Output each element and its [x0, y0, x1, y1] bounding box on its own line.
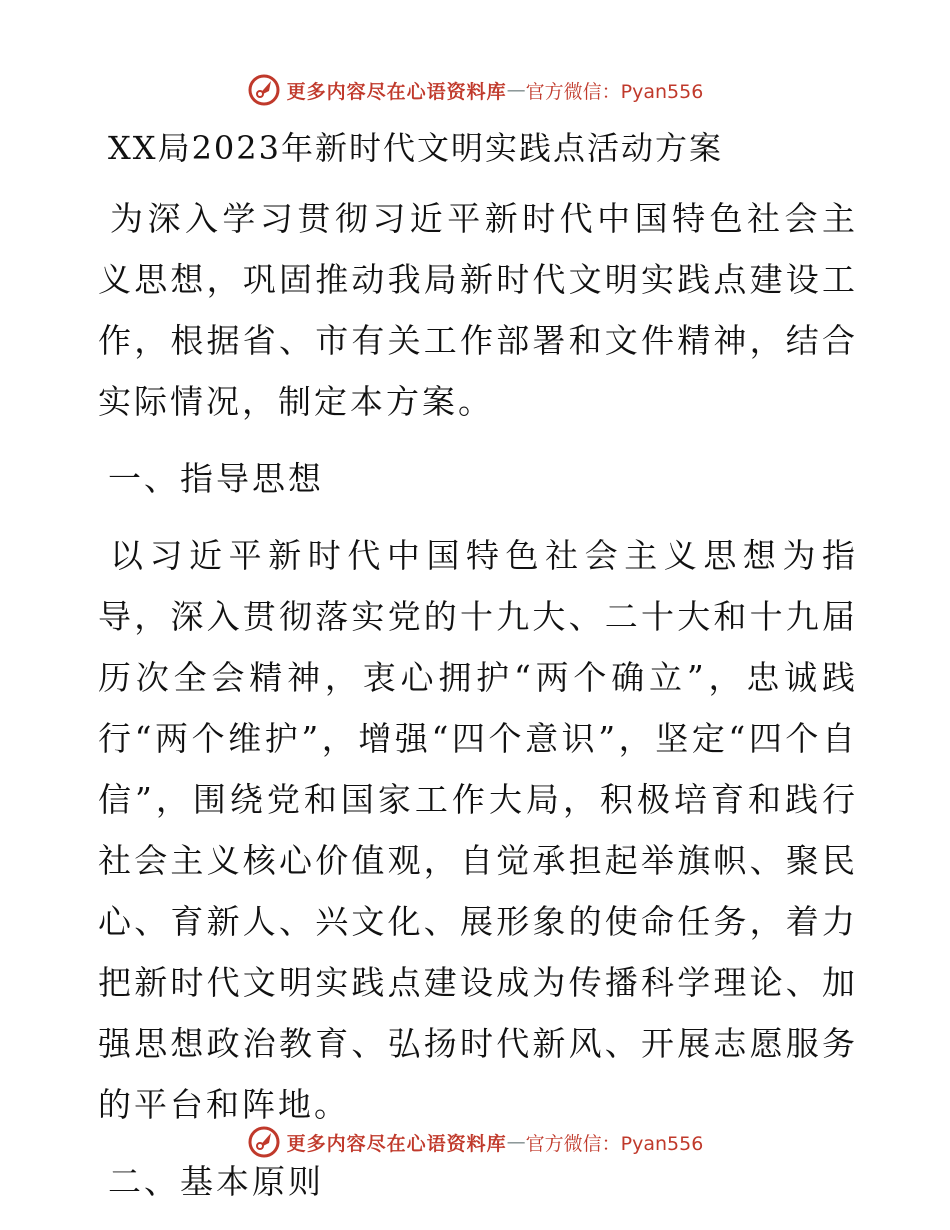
watermark-text: 更多内容尽在心语资料库	[286, 1132, 507, 1155]
watermark-separator: —	[506, 1131, 526, 1153]
watermark-text: 更多内容尽在心语资料库	[286, 80, 507, 103]
document-title: XX局2023年新时代文明实践点活动方案	[108, 129, 724, 167]
watermark-separator: —	[506, 79, 526, 101]
quill-logo-icon	[247, 1125, 281, 1159]
section-2-heading: 二、基本原则	[108, 1162, 324, 1201]
quill-logo-icon	[247, 73, 281, 107]
footer-watermark	[0, 1122, 950, 1162]
section-1-paragraph: 以习近平新时代中国特色社会主义思想为指导，深入贯彻落实党的十九大、二十大和十九届历次全会精神，衷心拥护“两个确立”，忠诚践行“两个维护”，增强“四个意识”，坚定“四个自信”，围绕党和国家工作大局，积极培育和践行社会主义核心价值观，自觉承担起举旗帜、聚民心、育新人、兴文化、展形象的使命任务，着力把新时代文明实践点建设成为传播科学理论、加强思想政治教育、弘扬时代新风、开展志愿服务的平台和阵地。	[98, 536, 858, 1124]
watermark-contact: 官方微信：Pyan556	[525, 1132, 704, 1155]
intro-paragraph: 为深入学习贯彻习近平新时代中国特色社会主义思想，巩固推动我局新时代文明实践点建设工作，根据省、市有关工作部署和文件精神，结合实际情况，制定本方案。	[98, 199, 858, 421]
header-watermark	[0, 70, 950, 110]
document-body	[98, 120, 858, 1228]
section-1-heading: 一、指导思想	[108, 459, 324, 498]
watermark-contact: 官方微信：Pyan556	[525, 80, 704, 103]
